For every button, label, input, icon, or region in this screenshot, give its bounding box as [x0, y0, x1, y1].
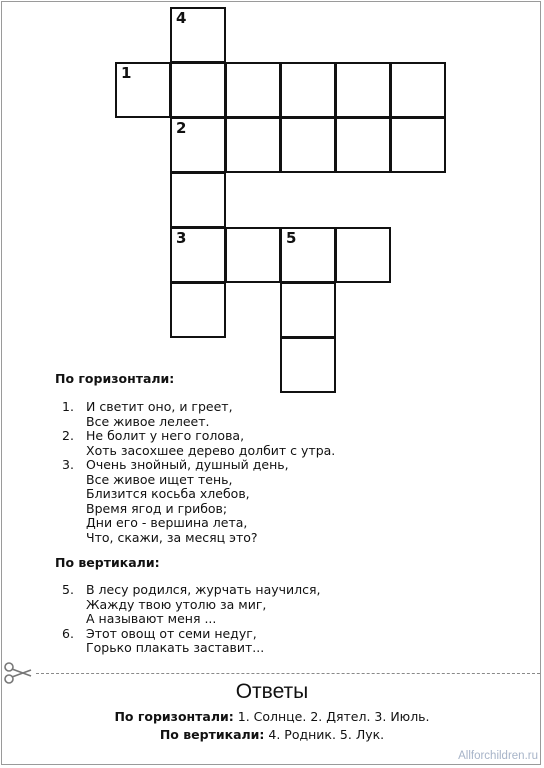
clue-number: 4 — [176, 9, 187, 27]
clue-line: Горько плакать заставит... — [86, 640, 265, 655]
crossword-cell[interactable] — [335, 117, 391, 173]
site-watermark[interactable]: Allforchildren.ru — [458, 750, 538, 762]
crossword-cell[interactable] — [280, 117, 336, 173]
clue-number: 5 — [286, 229, 297, 247]
cut-line — [36, 673, 540, 674]
down-clue-list — [62, 583, 321, 656]
crossword-cell[interactable] — [390, 117, 446, 173]
answers-across-text: 1. Солнце. 2. Дятел. 3. Июль. — [233, 709, 430, 724]
clue-index: 3. — [62, 457, 74, 472]
crossword-cell[interactable] — [280, 282, 336, 338]
clue-line: Время ягод и грибов; — [86, 500, 228, 516]
crossword-cell[interactable] — [335, 227, 391, 283]
crossword-cell[interactable] — [390, 62, 446, 118]
crossword-cell[interactable] — [170, 7, 226, 63]
crossword-cell[interactable] — [225, 227, 281, 283]
clue-line: Все живое ищет тень, — [86, 471, 233, 487]
answers-down — [0, 727, 544, 742]
answers-down-text: 4. Родник. 5. Лук. — [264, 727, 385, 742]
clue-line: Жажду твою утолю за миг, — [86, 596, 267, 612]
clue-line: Дни его - вершина лета, — [86, 515, 248, 530]
crossword-cell[interactable] — [225, 62, 281, 118]
clue-index: 6. — [62, 625, 74, 641]
clue-number: 3 — [176, 229, 187, 247]
clue-index: 5. — [62, 582, 74, 597]
answers-across — [0, 709, 544, 724]
across-heading: По горизонтали: — [55, 371, 175, 386]
crossword-cell[interactable] — [280, 227, 336, 283]
clue-number: 2 — [176, 119, 187, 137]
clue-line: Все живое лелеет. — [86, 413, 210, 429]
clue-item — [62, 400, 335, 429]
crossword-cell[interactable] — [225, 117, 281, 173]
crossword-cell[interactable] — [170, 62, 226, 118]
clue-item — [62, 429, 335, 458]
answers-down-label: По вертикали: — [159, 727, 265, 742]
clue-line: И светит оно, и греет, — [86, 399, 233, 414]
clue-line: Этот овощ от семи недуг, — [86, 625, 257, 641]
answers-title: Ответы — [235, 680, 309, 703]
clue-line: Хоть засохшее дерево долбит с утра. — [86, 442, 336, 458]
crossword-cell[interactable] — [280, 62, 336, 118]
crossword-cell[interactable] — [170, 227, 226, 283]
clue-line: Близится косьба хлебов, — [86, 486, 250, 501]
clue-item — [62, 583, 321, 627]
crossword-cell[interactable] — [115, 62, 171, 118]
clue-number: 1 — [121, 64, 132, 82]
answers-across-label: По горизонтали: — [114, 709, 234, 724]
crossword-cell[interactable] — [170, 282, 226, 338]
crossword-cell[interactable] — [170, 172, 226, 228]
clue-index: 1. — [62, 399, 74, 414]
across-clue-list — [62, 400, 335, 545]
down-heading: По вертикали: — [55, 555, 160, 570]
clue-line: А называют меня ... — [86, 611, 217, 626]
crossword-cell[interactable] — [335, 62, 391, 118]
crossword-cell[interactable] — [280, 337, 336, 393]
clue-item — [62, 627, 321, 656]
clue-line: Не болит у него голова, — [86, 428, 245, 443]
clue-line: Что, скажи, за месяц это? — [86, 529, 258, 545]
clue-line: В лесу родился, журчать научился, — [86, 582, 321, 597]
clue-item — [62, 458, 335, 545]
clue-index: 2. — [62, 428, 74, 443]
crossword-cell[interactable] — [170, 117, 226, 173]
clue-line: Очень знойный, душный день, — [86, 457, 289, 472]
